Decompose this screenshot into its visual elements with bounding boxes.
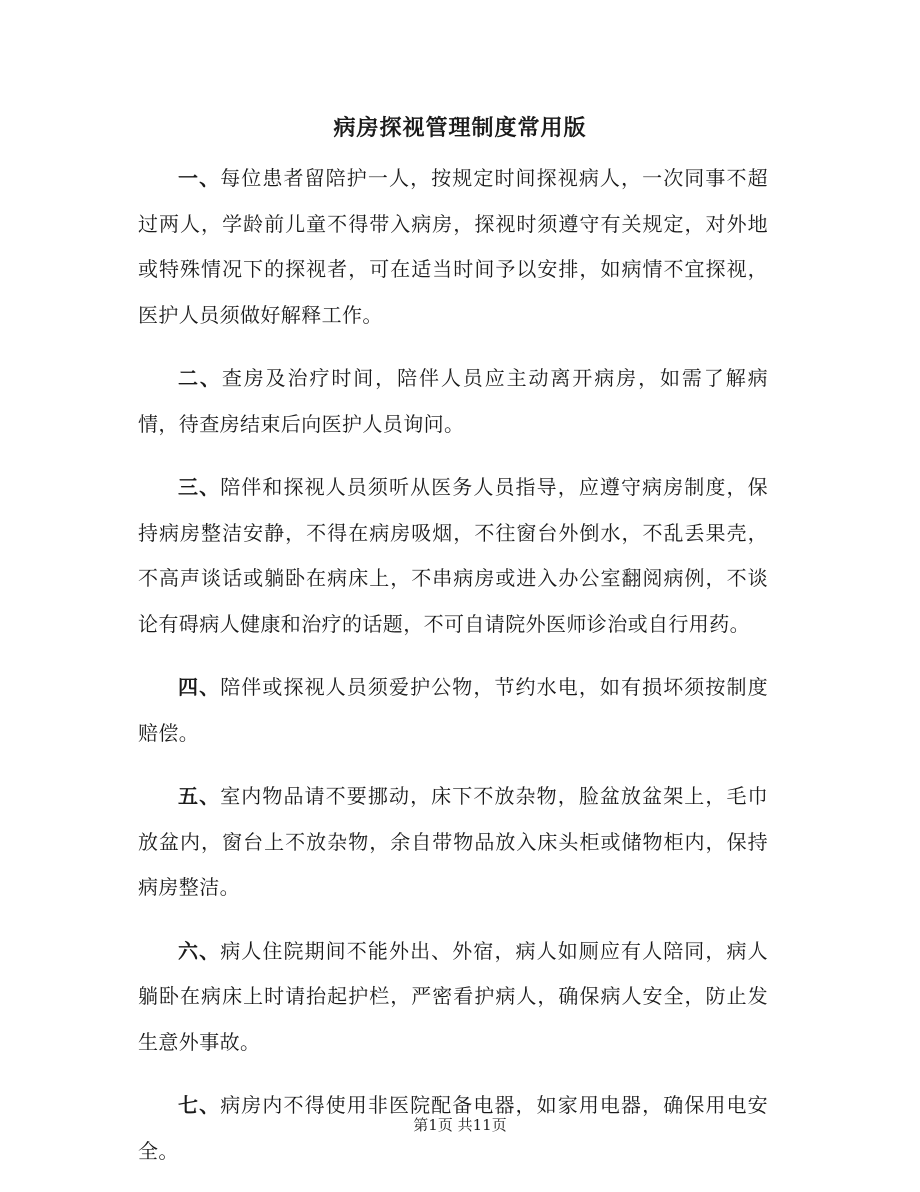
paragraph-number: 二、	[178, 366, 222, 390]
page-title: 病房探视管理制度常用版	[333, 115, 587, 141]
paragraph-4	[138, 665, 768, 756]
paragraph-text: 室内物品请不要挪动，床下不放杂物，脸盆放盆架上，毛巾放盆内，窗台上不放杂物，余自带物品放入床头柜或储物柜内，保持病房整洁。	[138, 784, 768, 899]
paragraph-5	[138, 774, 768, 911]
paragraph-2	[138, 356, 768, 447]
paragraph-number: 一、	[178, 166, 221, 190]
paragraph-number: 七、	[178, 1093, 221, 1117]
paragraph-3	[138, 465, 768, 647]
paragraph-number: 六、	[178, 938, 221, 963]
paragraph-text: 病房内不得使用非医院配备电器，如家用电器，确保用电安全。	[138, 1093, 768, 1163]
paragraph-text: 查房及治疗时间，陪伴人员应主动离开病房，如需了解病情，待查房结束后向医护人员询问。	[138, 366, 769, 436]
paragraph-text: 每位患者留陪护一人，按规定时间探视病人，一次同事不超过两人，学龄前儿童不得带入病房，探视时须遵守有关规定，对外地或特殊情况下的探视者，可在适当时间予以安排，如病情不宜探视，医护人员须做好解释工作。	[138, 166, 768, 327]
page-number-footer: 第1页 共11页	[413, 1116, 507, 1134]
paragraph-6	[138, 929, 768, 1066]
paragraph-text: 陪伴或探视人员须爱护公物，节约水电，如有损坏须按制度赔偿。	[138, 675, 768, 745]
paragraph-number: 五、	[178, 784, 221, 808]
paragraph-text: 病人住院期间不能外出、外宿，病人如厕应有人陪同，病人躺卧在病床上时请抬起护栏，严密看护病人，确保病人安全，防止发生意外事故。	[138, 938, 768, 1054]
paragraph-1	[138, 156, 768, 338]
paragraph-text: 陪伴和探视人员须听从医务人员指导，应遵守病房制度，保持病房整洁安静，不得在病房吸烟，不往窗台外倒水，不乱丢果壳，不高声谈话或躺卧在病床上，不串病房或进入办公室翻阅病例，不谈论有碍病人健康和治疗的话题，不可自请院外医师诊治或自行用药。	[138, 475, 768, 636]
paragraph-number: 三、	[178, 475, 221, 499]
paragraph-number: 四、	[178, 675, 221, 699]
document-body	[138, 156, 768, 1192]
